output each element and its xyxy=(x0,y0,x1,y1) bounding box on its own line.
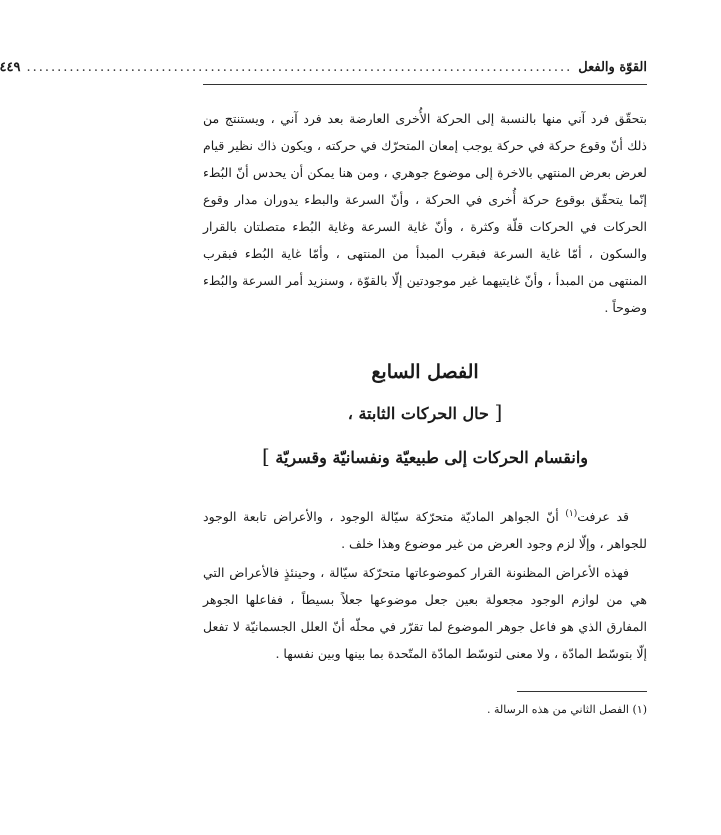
subtitle-text-1: حال الحركات الثابتة ، xyxy=(347,404,489,423)
running-header-title: القوّة والفعل xyxy=(578,60,647,75)
footnote-reference: (١) xyxy=(565,509,578,519)
footnote-marker: (١) xyxy=(632,703,647,717)
footnote xyxy=(203,700,647,720)
paragraph-intro xyxy=(203,501,647,557)
footnote-divider xyxy=(517,691,647,692)
leader-dots: ......................................................................................... xyxy=(26,60,573,75)
chapter-subtitle-line2 xyxy=(203,441,647,473)
paragraph-intro-start: قد عرفت xyxy=(577,509,629,525)
open-bracket: [ xyxy=(494,400,503,424)
chapter-subtitle-line1 xyxy=(203,397,647,429)
paragraph-accidents: فهذه الأعراض المظنونة القرار كموضوعاتها متحرّكة سيّالة ، وحينئذٍ فالأعراض التي هي من لوازم الوجود مجعولة بعين جعل موضوعها جعلاً بسيطاً ، ففاعلها الجوهر المفارق الذي هو فاعل جوهر الموضوع لما تقرّر في محلّه أنّ العلل الجسمانيّة لا تفعل إلّا بتوسّط المادّة ، ولا معنى لتوسّط المادّة المتّحدة بما بينها وبين نفسها . xyxy=(203,565,647,662)
paragraph-continued: بتحقّق فرد آني منها بالنسبة إلى الحركة الأُخرى العارضة بعد فرد آني ، ويستنتج من ذلك أنّ وقوع حركة في حركة يوجب إمعان المتحرّك في حركته ، ويكون ذاك نظير قيام لعرض بعرض المنتهي بالاخرة إلى موضوع جوهري ، ومن هنا يمكن أن يحدس أنّ البُطء إنّما يتحقّق بوقوع حركة أُخرى في الحركة ، وأنّ السرعة والبطء يدوران مدار وقوع الحركات في الحركات قلّة وكثرة ، وأنّ غاية السرعة وغاية البُطء متصلتان بالقرار والسكون ، أمّا غاية السرعة فبقرب المبدأ من المنتهى ، وأمّا غاية البُطء فبقرب المنتهى من المبدأ ، وأنّ غايتيهما غير موجودتين إلّا بالقوّة ، وسنزيد أمر السرعة والبُطء وضوحاً . xyxy=(203,111,647,315)
subtitle-text-2: وانقسام الحركات إلى طبيعيّة ونفسانيّة وقسريّة xyxy=(275,448,588,467)
book-page xyxy=(0,60,647,800)
paragraph-intro-rest: أنّ الجواهر الماديّة متحرّكة سيّالة الوجود ، والأعراض تابعة الوجود للجواهر ، وإلّا لزم وجود العرض من غير موضوع وهذا خلف . xyxy=(203,509,647,552)
page-number: ٤٤٩ xyxy=(0,60,21,75)
chapter-title: الفصل السابع xyxy=(371,361,479,383)
footnote-text: الفصل الثاني من هذه الرسالة . xyxy=(486,703,629,717)
running-header xyxy=(0,60,647,85)
close-bracket: ] xyxy=(261,444,270,468)
